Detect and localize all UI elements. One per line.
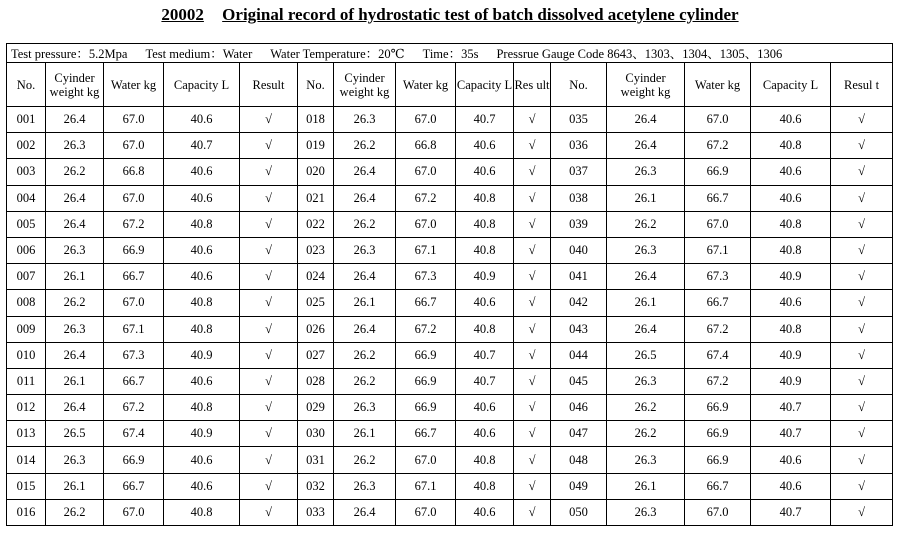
- cylinder-weight: 26.3: [607, 159, 685, 185]
- result-check: √: [831, 368, 893, 394]
- result-check: √: [831, 421, 893, 447]
- col-header: Water kg: [685, 63, 751, 107]
- capacity: 40.6: [456, 395, 514, 421]
- column-header-row: [7, 63, 893, 107]
- capacity: 40.8: [456, 237, 514, 263]
- cylinder-weight: 26.1: [607, 185, 685, 211]
- cylinder-no: 011: [7, 368, 46, 394]
- water-weight: 67.3: [396, 264, 456, 290]
- cylinder-no: 013: [7, 421, 46, 447]
- water-weight: 67.4: [685, 342, 751, 368]
- water-weight: 66.8: [396, 133, 456, 159]
- capacity: 40.6: [751, 185, 831, 211]
- water-weight: 66.9: [685, 421, 751, 447]
- capacity: 40.6: [456, 421, 514, 447]
- test-medium: Test medium：Water: [145, 47, 253, 61]
- result-check: √: [240, 499, 298, 525]
- capacity: 40.8: [456, 447, 514, 473]
- col-header: Resul t: [831, 63, 893, 107]
- water-weight: 67.1: [104, 316, 164, 342]
- cylinder-no: 009: [7, 316, 46, 342]
- cylinder-weight: 26.2: [334, 368, 396, 394]
- cylinder-weight: 26.1: [334, 290, 396, 316]
- cylinder-no: 024: [298, 264, 334, 290]
- col-header: Water kg: [104, 63, 164, 107]
- capacity: 40.7: [751, 499, 831, 525]
- cylinder-weight: 26.1: [607, 473, 685, 499]
- record-title: Original record of hydrostatic test of batch dissolved acetylene cylinder: [222, 5, 739, 24]
- water-weight: 67.1: [396, 237, 456, 263]
- cylinder-weight: 26.4: [334, 264, 396, 290]
- water-weight: 67.1: [396, 473, 456, 499]
- test-record-table: [6, 43, 893, 526]
- cylinder-no: 032: [298, 473, 334, 499]
- result-check: √: [514, 421, 551, 447]
- result-check: √: [240, 368, 298, 394]
- cylinder-no: 021: [298, 185, 334, 211]
- cylinder-no: 035: [551, 107, 607, 133]
- capacity: 40.9: [164, 421, 240, 447]
- capacity: 40.6: [751, 290, 831, 316]
- cylinder-no: 039: [551, 211, 607, 237]
- water-weight: 67.0: [104, 290, 164, 316]
- cylinder-weight: 26.5: [46, 421, 104, 447]
- cylinder-no: 004: [7, 185, 46, 211]
- cylinder-weight: 26.3: [46, 316, 104, 342]
- water-weight: 66.9: [685, 159, 751, 185]
- col-header: No.: [298, 63, 334, 107]
- cylinder-weight: 26.4: [334, 499, 396, 525]
- capacity: 40.6: [751, 447, 831, 473]
- water-weight: 66.9: [104, 237, 164, 263]
- water-weight: 67.2: [396, 316, 456, 342]
- water-weight: 66.9: [396, 342, 456, 368]
- result-check: √: [514, 159, 551, 185]
- cylinder-weight: 26.3: [607, 499, 685, 525]
- cylinder-weight: 26.4: [607, 133, 685, 159]
- table-row: [7, 185, 893, 211]
- result-check: √: [831, 264, 893, 290]
- water-weight: 67.0: [396, 159, 456, 185]
- cylinder-no: 003: [7, 159, 46, 185]
- cylinder-no: 031: [298, 447, 334, 473]
- cylinder-no: 047: [551, 421, 607, 447]
- table-row: [7, 316, 893, 342]
- water-weight: 66.9: [685, 395, 751, 421]
- water-weight: 66.7: [104, 368, 164, 394]
- cylinder-no: 049: [551, 473, 607, 499]
- result-check: √: [831, 499, 893, 525]
- cylinder-weight: 26.2: [607, 395, 685, 421]
- result-check: √: [831, 342, 893, 368]
- water-weight: 67.3: [685, 264, 751, 290]
- cylinder-no: 045: [551, 368, 607, 394]
- record-rows: [7, 107, 893, 526]
- capacity: 40.7: [456, 368, 514, 394]
- cylinder-weight: 26.3: [607, 447, 685, 473]
- cylinder-weight: 26.4: [607, 264, 685, 290]
- cylinder-no: 037: [551, 159, 607, 185]
- result-check: √: [514, 395, 551, 421]
- capacity: 40.6: [164, 107, 240, 133]
- cylinder-no: 018: [298, 107, 334, 133]
- capacity: 40.6: [164, 264, 240, 290]
- cylinder-no: 026: [298, 316, 334, 342]
- water-weight: 67.0: [396, 211, 456, 237]
- cylinder-weight: 26.2: [334, 342, 396, 368]
- gauge-code: Pressrue Gauge Code 8643、1303、1304、1305、1306: [496, 47, 783, 61]
- table-row: [7, 107, 893, 133]
- cylinder-weight: 26.1: [46, 368, 104, 394]
- table-row: [7, 395, 893, 421]
- cylinder-weight: 26.1: [334, 421, 396, 447]
- water-weight: 67.0: [396, 499, 456, 525]
- cylinder-weight: 26.4: [46, 211, 104, 237]
- result-check: √: [240, 395, 298, 421]
- table-row: [7, 342, 893, 368]
- water-weight: 67.2: [685, 316, 751, 342]
- col-header: Cyinder weight kg: [334, 63, 396, 107]
- cylinder-no: 041: [551, 264, 607, 290]
- cylinder-weight: 26.4: [334, 159, 396, 185]
- result-check: √: [514, 211, 551, 237]
- cylinder-weight: 26.4: [334, 185, 396, 211]
- cylinder-weight: 26.3: [46, 237, 104, 263]
- cylinder-no: 048: [551, 447, 607, 473]
- capacity: 40.7: [751, 395, 831, 421]
- col-header: Res ult: [514, 63, 551, 107]
- capacity: 40.8: [456, 211, 514, 237]
- cylinder-no: 020: [298, 159, 334, 185]
- capacity: 40.7: [456, 342, 514, 368]
- cylinder-no: 028: [298, 368, 334, 394]
- cylinder-weight: 26.1: [46, 473, 104, 499]
- water-weight: 66.7: [104, 264, 164, 290]
- result-check: √: [831, 290, 893, 316]
- cylinder-weight: 26.3: [334, 473, 396, 499]
- cylinder-weight: 26.3: [334, 237, 396, 263]
- capacity: 40.8: [164, 395, 240, 421]
- water-weight: 66.9: [104, 447, 164, 473]
- cylinder-no: 005: [7, 211, 46, 237]
- table-row: [7, 159, 893, 185]
- result-check: √: [514, 473, 551, 499]
- capacity: 40.6: [456, 290, 514, 316]
- water-weight: 67.3: [104, 342, 164, 368]
- col-header: Capacity L: [456, 63, 514, 107]
- water-weight: 67.0: [685, 499, 751, 525]
- cylinder-weight: 26.4: [607, 107, 685, 133]
- water-weight: 67.4: [104, 421, 164, 447]
- capacity: 40.8: [164, 211, 240, 237]
- capacity: 40.7: [164, 133, 240, 159]
- cylinder-no: 002: [7, 133, 46, 159]
- col-header: No.: [7, 63, 46, 107]
- capacity: 40.8: [456, 185, 514, 211]
- col-header: Capacity L: [751, 63, 831, 107]
- result-check: √: [514, 316, 551, 342]
- cylinder-weight: 26.2: [607, 421, 685, 447]
- cylinder-no: 027: [298, 342, 334, 368]
- table-row: [7, 133, 893, 159]
- water-weight: 67.2: [685, 368, 751, 394]
- water-weight: 67.0: [685, 107, 751, 133]
- result-check: √: [240, 473, 298, 499]
- cylinder-no: 038: [551, 185, 607, 211]
- col-header: Cyinder weight kg: [46, 63, 104, 107]
- result-check: √: [831, 211, 893, 237]
- capacity: 40.7: [751, 421, 831, 447]
- capacity: 40.7: [456, 107, 514, 133]
- capacity: 40.6: [456, 133, 514, 159]
- cylinder-no: 006: [7, 237, 46, 263]
- result-check: √: [831, 107, 893, 133]
- cylinder-no: 008: [7, 290, 46, 316]
- capacity: 40.6: [456, 159, 514, 185]
- result-check: √: [240, 342, 298, 368]
- cylinder-no: 012: [7, 395, 46, 421]
- water-weight: 67.0: [104, 499, 164, 525]
- result-check: √: [514, 499, 551, 525]
- result-check: √: [514, 342, 551, 368]
- cylinder-weight: 26.2: [607, 211, 685, 237]
- cylinder-weight: 26.3: [334, 395, 396, 421]
- capacity: 40.6: [164, 159, 240, 185]
- cylinder-weight: 26.3: [607, 368, 685, 394]
- cylinder-no: 040: [551, 237, 607, 263]
- table-row: [7, 237, 893, 263]
- capacity: 40.6: [164, 237, 240, 263]
- capacity: 40.6: [164, 368, 240, 394]
- result-check: √: [240, 421, 298, 447]
- result-check: √: [514, 447, 551, 473]
- cylinder-weight: 26.2: [46, 499, 104, 525]
- record-code: 20002: [161, 5, 204, 24]
- capacity: 40.9: [751, 342, 831, 368]
- capacity: 40.9: [164, 342, 240, 368]
- result-check: √: [240, 211, 298, 237]
- col-header: Result: [240, 63, 298, 107]
- capacity: 40.6: [751, 473, 831, 499]
- capacity: 40.9: [456, 264, 514, 290]
- cylinder-no: 050: [551, 499, 607, 525]
- cylinder-weight: 26.3: [607, 237, 685, 263]
- result-check: √: [831, 185, 893, 211]
- test-conditions-row: [7, 44, 893, 63]
- cylinder-weight: 26.4: [46, 185, 104, 211]
- result-check: √: [514, 185, 551, 211]
- col-header: Water kg: [396, 63, 456, 107]
- capacity: 40.8: [751, 133, 831, 159]
- cylinder-no: 042: [551, 290, 607, 316]
- result-check: √: [831, 473, 893, 499]
- result-check: √: [240, 185, 298, 211]
- table-row: [7, 368, 893, 394]
- water-weight: 67.0: [104, 185, 164, 211]
- cylinder-no: 044: [551, 342, 607, 368]
- water-weight: 67.2: [685, 133, 751, 159]
- cylinder-weight: 26.5: [607, 342, 685, 368]
- cylinder-no: 023: [298, 237, 334, 263]
- cylinder-weight: 26.2: [46, 290, 104, 316]
- cylinder-no: 001: [7, 107, 46, 133]
- col-header: Capacity L: [164, 63, 240, 107]
- result-check: √: [831, 316, 893, 342]
- cylinder-no: 016: [7, 499, 46, 525]
- capacity: 40.6: [456, 499, 514, 525]
- table-row: [7, 473, 893, 499]
- water-weight: 66.7: [685, 185, 751, 211]
- result-check: √: [514, 368, 551, 394]
- cylinder-no: 029: [298, 395, 334, 421]
- cylinder-weight: 26.2: [334, 133, 396, 159]
- result-check: √: [514, 237, 551, 263]
- cylinder-weight: 26.4: [46, 395, 104, 421]
- cylinder-weight: 26.4: [607, 316, 685, 342]
- result-check: √: [240, 133, 298, 159]
- table-row: [7, 264, 893, 290]
- capacity: 40.6: [164, 473, 240, 499]
- result-check: √: [240, 159, 298, 185]
- water-weight: 67.0: [104, 107, 164, 133]
- cylinder-weight: 26.1: [46, 264, 104, 290]
- result-check: √: [240, 316, 298, 342]
- capacity: 40.9: [751, 264, 831, 290]
- page-title: [0, 5, 900, 25]
- cylinder-weight: 26.4: [334, 316, 396, 342]
- result-check: √: [240, 447, 298, 473]
- col-header: Cyinder weight kg: [607, 63, 685, 107]
- capacity: 40.8: [751, 237, 831, 263]
- capacity: 40.6: [751, 107, 831, 133]
- water-weight: 66.7: [396, 421, 456, 447]
- cylinder-weight: 26.3: [46, 133, 104, 159]
- table-row: [7, 447, 893, 473]
- capacity: 40.8: [164, 499, 240, 525]
- capacity: 40.8: [164, 316, 240, 342]
- table-row: [7, 499, 893, 525]
- cylinder-no: 010: [7, 342, 46, 368]
- water-weight: 66.8: [104, 159, 164, 185]
- test-time: Time：35s: [422, 47, 479, 61]
- capacity: 40.8: [751, 316, 831, 342]
- result-check: √: [240, 290, 298, 316]
- water-weight: 66.7: [396, 290, 456, 316]
- water-weight: 66.9: [396, 395, 456, 421]
- result-check: √: [514, 264, 551, 290]
- water-weight: 66.9: [396, 368, 456, 394]
- cylinder-no: 046: [551, 395, 607, 421]
- cylinder-weight: 26.4: [46, 342, 104, 368]
- cylinder-weight: 26.1: [607, 290, 685, 316]
- result-check: √: [831, 447, 893, 473]
- capacity: 40.9: [751, 368, 831, 394]
- cylinder-no: 030: [298, 421, 334, 447]
- cylinder-no: 015: [7, 473, 46, 499]
- cylinder-no: 033: [298, 499, 334, 525]
- water-weight: 66.7: [685, 290, 751, 316]
- water-weight: 67.0: [104, 133, 164, 159]
- result-check: √: [831, 133, 893, 159]
- result-check: √: [514, 290, 551, 316]
- cylinder-weight: 26.2: [334, 447, 396, 473]
- water-weight: 66.7: [104, 473, 164, 499]
- cylinder-no: 025: [298, 290, 334, 316]
- water-weight: 66.9: [685, 447, 751, 473]
- result-check: √: [240, 107, 298, 133]
- cylinder-no: 036: [551, 133, 607, 159]
- result-check: √: [831, 159, 893, 185]
- water-weight: 67.0: [685, 211, 751, 237]
- result-check: √: [514, 133, 551, 159]
- water-weight: 67.1: [685, 237, 751, 263]
- cylinder-no: 043: [551, 316, 607, 342]
- table-row: [7, 211, 893, 237]
- cylinder-weight: 26.2: [46, 159, 104, 185]
- cylinder-weight: 26.3: [46, 447, 104, 473]
- result-check: √: [240, 264, 298, 290]
- water-weight: 67.0: [396, 107, 456, 133]
- result-check: √: [240, 237, 298, 263]
- water-weight: 67.2: [104, 395, 164, 421]
- test-pressure: Test pressure：5.2Mpa: [11, 47, 128, 61]
- water-weight: 67.0: [396, 447, 456, 473]
- water-temperature: Water Temperature：20℃: [270, 47, 405, 61]
- capacity: 40.6: [164, 447, 240, 473]
- table-row: [7, 290, 893, 316]
- capacity: 40.8: [456, 473, 514, 499]
- capacity: 40.8: [751, 211, 831, 237]
- result-check: √: [831, 237, 893, 263]
- cylinder-weight: 26.3: [334, 107, 396, 133]
- water-weight: 67.2: [104, 211, 164, 237]
- test-conditions: [7, 44, 893, 63]
- col-header: No.: [551, 63, 607, 107]
- capacity: 40.8: [164, 290, 240, 316]
- cylinder-no: 014: [7, 447, 46, 473]
- cylinder-weight: 26.4: [46, 107, 104, 133]
- capacity: 40.6: [751, 159, 831, 185]
- cylinder-no: 007: [7, 264, 46, 290]
- cylinder-no: 022: [298, 211, 334, 237]
- result-check: √: [514, 107, 551, 133]
- capacity: 40.6: [164, 185, 240, 211]
- water-weight: 67.2: [396, 185, 456, 211]
- cylinder-weight: 26.2: [334, 211, 396, 237]
- cylinder-no: 019: [298, 133, 334, 159]
- table-row: [7, 421, 893, 447]
- capacity: 40.8: [456, 316, 514, 342]
- water-weight: 66.7: [685, 473, 751, 499]
- result-check: √: [831, 395, 893, 421]
